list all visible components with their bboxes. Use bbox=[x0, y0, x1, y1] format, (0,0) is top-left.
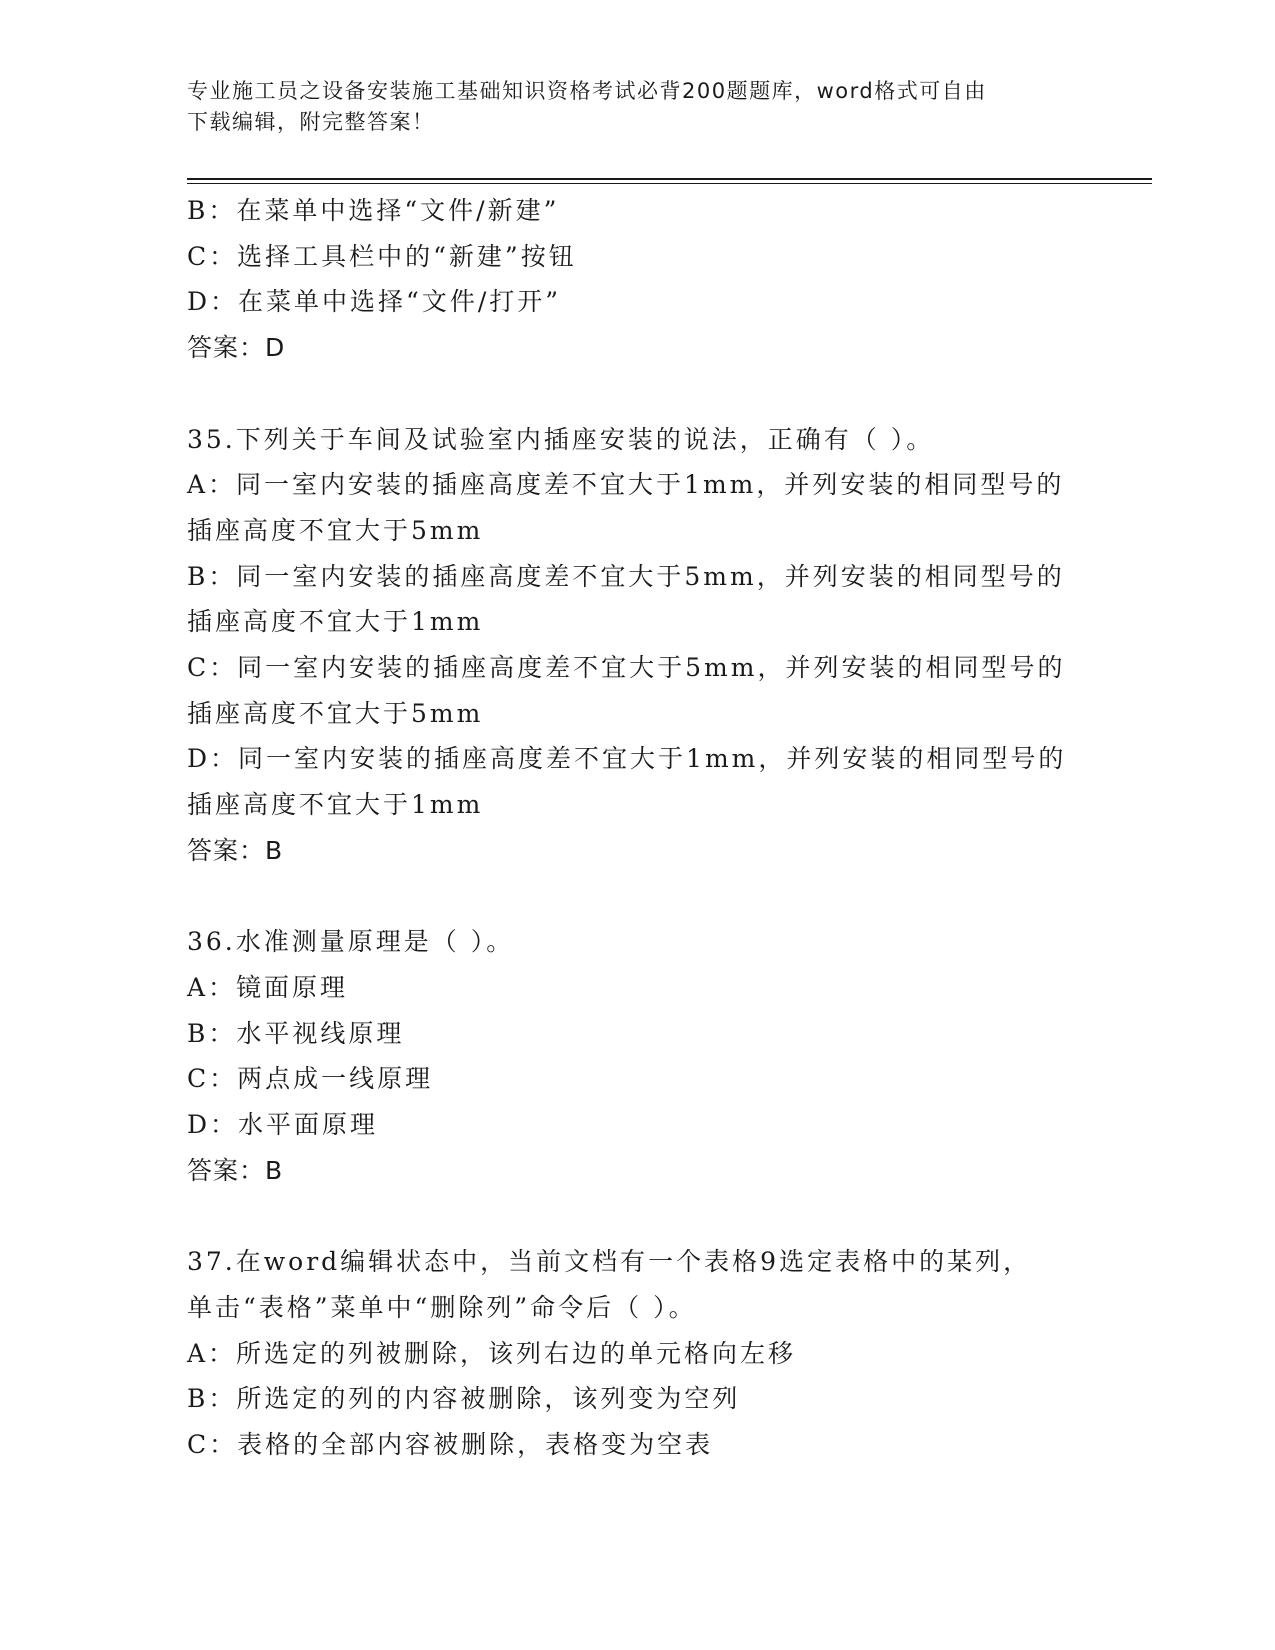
question-35-option-b-line-2: 插座高度不宜大于1mm bbox=[187, 607, 484, 637]
question-37-text-line-1: 37.在word编辑状态中，当前文档有一个表格9选定表格中的某列， bbox=[187, 1247, 1032, 1277]
question-34-option-b: B：在菜单中选择“文件/新建” bbox=[187, 196, 560, 225]
question-34-block bbox=[187, 188, 1087, 371]
header-divider-thin bbox=[187, 183, 1152, 184]
question-36-text: 36.水准测量原理是（ ）。 bbox=[187, 927, 515, 957]
question-35-option-a-line-2: 插座高度不宜大于5mm bbox=[187, 515, 484, 545]
question-36-option-c: C：两点成一线原理 bbox=[187, 1064, 434, 1094]
question-37-block bbox=[187, 1239, 1087, 1468]
question-35-option-d-line-1: D：同一室内安装的插座高度差不宜大于1mm，并列安装的相同型号的 bbox=[187, 744, 1067, 774]
question-36-option-d: D：水平面原理 bbox=[187, 1110, 379, 1140]
spacer bbox=[187, 1193, 1087, 1239]
question-36-option-b: B：水平视线原理 bbox=[187, 1018, 405, 1048]
question-34-option-c: C：选择工具栏中的“新建”按钮 bbox=[187, 241, 577, 271]
question-35-answer: 答案：B bbox=[187, 835, 284, 865]
header-divider-thick bbox=[187, 178, 1152, 180]
spacer bbox=[187, 874, 1087, 920]
question-37-text-line-2: 单击“表格”菜单中“删除列”命令后（ ）。 bbox=[187, 1292, 697, 1322]
question-37-option-a: A：所选定的列被删除，该列右边的单元格向左移 bbox=[187, 1338, 797, 1368]
document-body bbox=[187, 188, 1087, 1468]
question-35-option-a-line-1: A：同一室内安装的插座高度差不宜大于1mm，并列安装的相同型号的 bbox=[187, 470, 1065, 500]
question-36-answer: 答案：B bbox=[187, 1155, 284, 1185]
question-34-option-d: D：在菜单中选择“文件/打开” bbox=[187, 287, 562, 317]
question-35-option-b-line-1: B：同一室内安装的插座高度差不宜大于5mm，并列安装的相同型号的 bbox=[187, 561, 1065, 591]
question-35-text: 35.下列关于车间及试验室内插座安装的说法，正确有（ ）。 bbox=[187, 424, 935, 454]
question-35-option-d-line-2: 插座高度不宜大于1mm bbox=[187, 790, 484, 820]
question-35-option-c-line-2: 插座高度不宜大于5mm bbox=[187, 698, 484, 728]
question-35-block bbox=[187, 417, 1087, 874]
question-34-answer: 答案：D bbox=[187, 333, 286, 363]
question-35-option-c-line-1: C：同一室内安装的插座高度差不宜大于5mm，并列安装的相同型号的 bbox=[187, 653, 1066, 683]
document-header bbox=[187, 76, 1067, 138]
question-36-option-a: A：镜面原理 bbox=[187, 972, 349, 1002]
question-36-block bbox=[187, 919, 1087, 1193]
header-line-1: 专业施工员之设备安装施工基础知识资格考试必背200题题库，word格式可自由 bbox=[187, 79, 987, 103]
question-37-option-c: C：表格的全部内容被删除，表格变为空表 bbox=[187, 1429, 714, 1459]
spacer bbox=[187, 371, 1087, 417]
question-37-option-b: B：所选定的列的内容被删除，该列变为空列 bbox=[187, 1384, 741, 1414]
header-line-2: 下载编辑，附完整答案！ bbox=[187, 110, 435, 134]
